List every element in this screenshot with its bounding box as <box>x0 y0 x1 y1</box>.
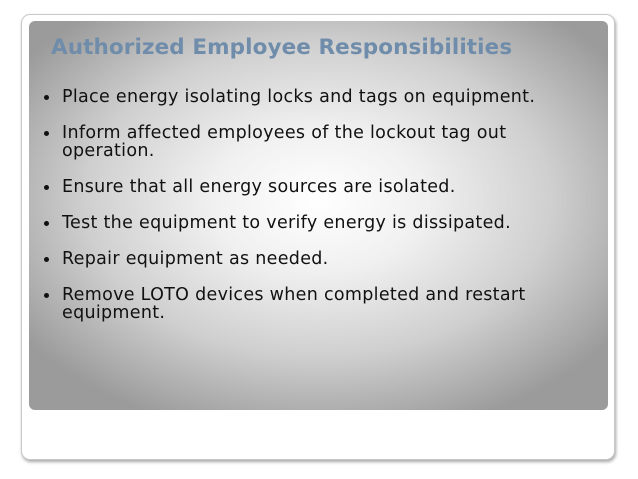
bullet-text: Remove LOTO devices when completed and restart equipment. <box>62 285 526 323</box>
bullet-dot-icon <box>44 131 49 136</box>
bullet-dot-icon <box>44 293 49 298</box>
bullet-dot-icon <box>44 257 49 262</box>
bullet-item <box>44 214 584 232</box>
bullet-item <box>44 286 584 322</box>
bullet-text: Test the equipment to verify energy is dissipated. <box>62 213 511 233</box>
bullet-text: Inform affected employees of the lockout tag out operation. <box>62 123 507 161</box>
bullet-text: Place energy isolating locks and tags on equipment. <box>62 87 536 107</box>
slide-title: Authorized Employee Responsibilities <box>51 35 513 60</box>
bullet-dot-icon <box>44 185 49 190</box>
bullet-dot-icon <box>44 95 49 100</box>
bullet-text: Repair equipment as needed. <box>62 249 329 269</box>
bullet-text: Ensure that all energy sources are isolated. <box>62 177 456 197</box>
bullet-item <box>44 88 584 106</box>
bullet-item <box>44 178 584 196</box>
bullet-item <box>44 124 584 160</box>
bullet-list <box>44 88 584 340</box>
content-panel <box>29 21 608 410</box>
bullet-item <box>44 250 584 268</box>
bullet-dot-icon <box>44 221 49 226</box>
